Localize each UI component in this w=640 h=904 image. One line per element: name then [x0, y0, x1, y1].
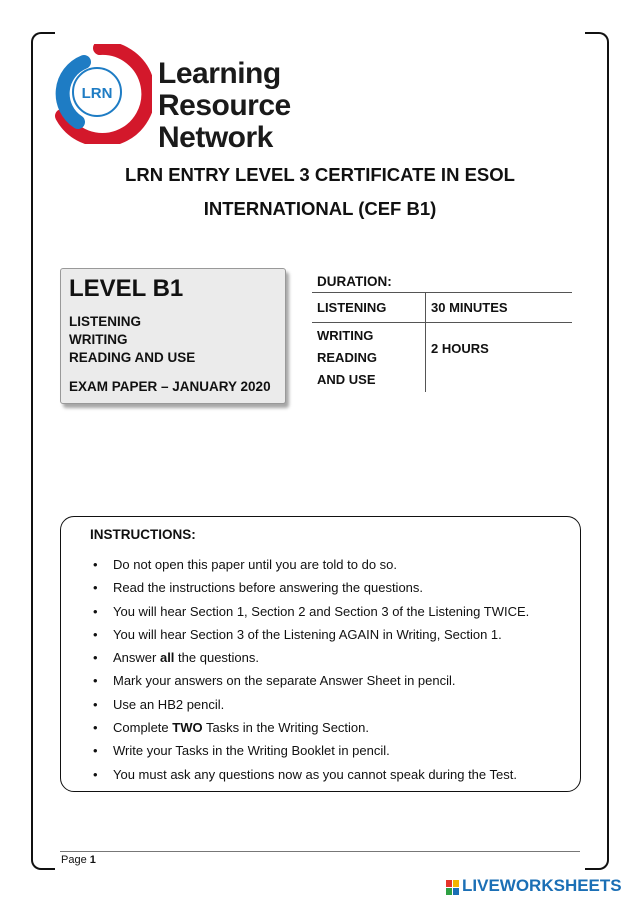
instruction-item: • Use an HB2 pencil.	[61, 693, 561, 716]
instruction-item: • You will hear Section 1, Section 2 and Section 3 of the Listening TWICE.	[61, 600, 561, 623]
duration-rule-middle	[312, 322, 572, 323]
instruction-item: • Answer all the questions.	[61, 646, 561, 669]
emblem-text: LRN	[81, 85, 113, 102]
instruction-item: • Do not open this paper until you are told to do so.	[61, 553, 561, 576]
duration-section: READING	[317, 350, 377, 365]
duration-section: AND USE	[317, 372, 376, 387]
brand-line-2: Resource Network	[158, 89, 291, 154]
brand-line-1: Learning	[158, 57, 281, 90]
frame-corner-bottom-left	[31, 846, 55, 870]
frame-corner-bottom-right	[585, 846, 609, 870]
lrn-emblem-icon	[48, 44, 152, 144]
duration-section: WRITING	[317, 328, 374, 343]
instruction-item: • You must ask any questions now as you cannot speak during the Test.	[61, 763, 561, 786]
duration-label: DURATION:	[317, 274, 392, 289]
instruction-item: • Write your Tasks in the Writing Booklet in pencil.	[61, 739, 561, 762]
level-box	[60, 268, 286, 404]
duration-time: 30 MINUTES	[431, 300, 508, 315]
page-number: Page 1	[61, 854, 96, 866]
level-item: LISTENING	[69, 314, 142, 329]
document-title-line-1: LRN ENTRY LEVEL 3 CERTIFICATE IN ESOL	[125, 164, 515, 185]
duration-section: LISTENING	[317, 300, 387, 315]
liveworksheets-logo-icon	[446, 880, 460, 896]
duration-rule-top	[312, 292, 572, 293]
instructions-title: INSTRUCTIONS:	[90, 527, 196, 542]
level-items	[69, 313, 195, 367]
document-title-line-2: INTERNATIONAL (CEF B1)	[203, 198, 437, 219]
liveworksheets-watermark: LIVEWORKSHEETS	[462, 876, 622, 895]
instructions-list	[61, 553, 561, 786]
instruction-item: • Read the instructions before answering the questions.	[61, 576, 561, 599]
duration-column-divider	[425, 292, 426, 392]
brand-name	[158, 58, 388, 154]
instruction-item: • Mark your answers on the separate Answer Sheet in pencil.	[61, 669, 561, 692]
level-title: LEVEL B1	[69, 275, 184, 302]
instruction-item: • Complete TWO Tasks in the Writing Section.	[61, 716, 561, 739]
instructions-box	[60, 516, 581, 792]
level-item: READING AND USE	[69, 350, 196, 365]
instruction-item: • You will hear Section 3 of the Listening AGAIN in Writing, Section 1.	[61, 623, 561, 646]
lrn-logo	[48, 44, 388, 154]
exam-paper-date: EXAM PAPER – JANUARY 2020	[69, 379, 271, 394]
frame-corner-top-right	[585, 32, 609, 56]
duration-time: 2 HOURS	[431, 341, 489, 356]
footer-rule	[60, 851, 580, 852]
level-item: WRITING	[69, 332, 128, 347]
